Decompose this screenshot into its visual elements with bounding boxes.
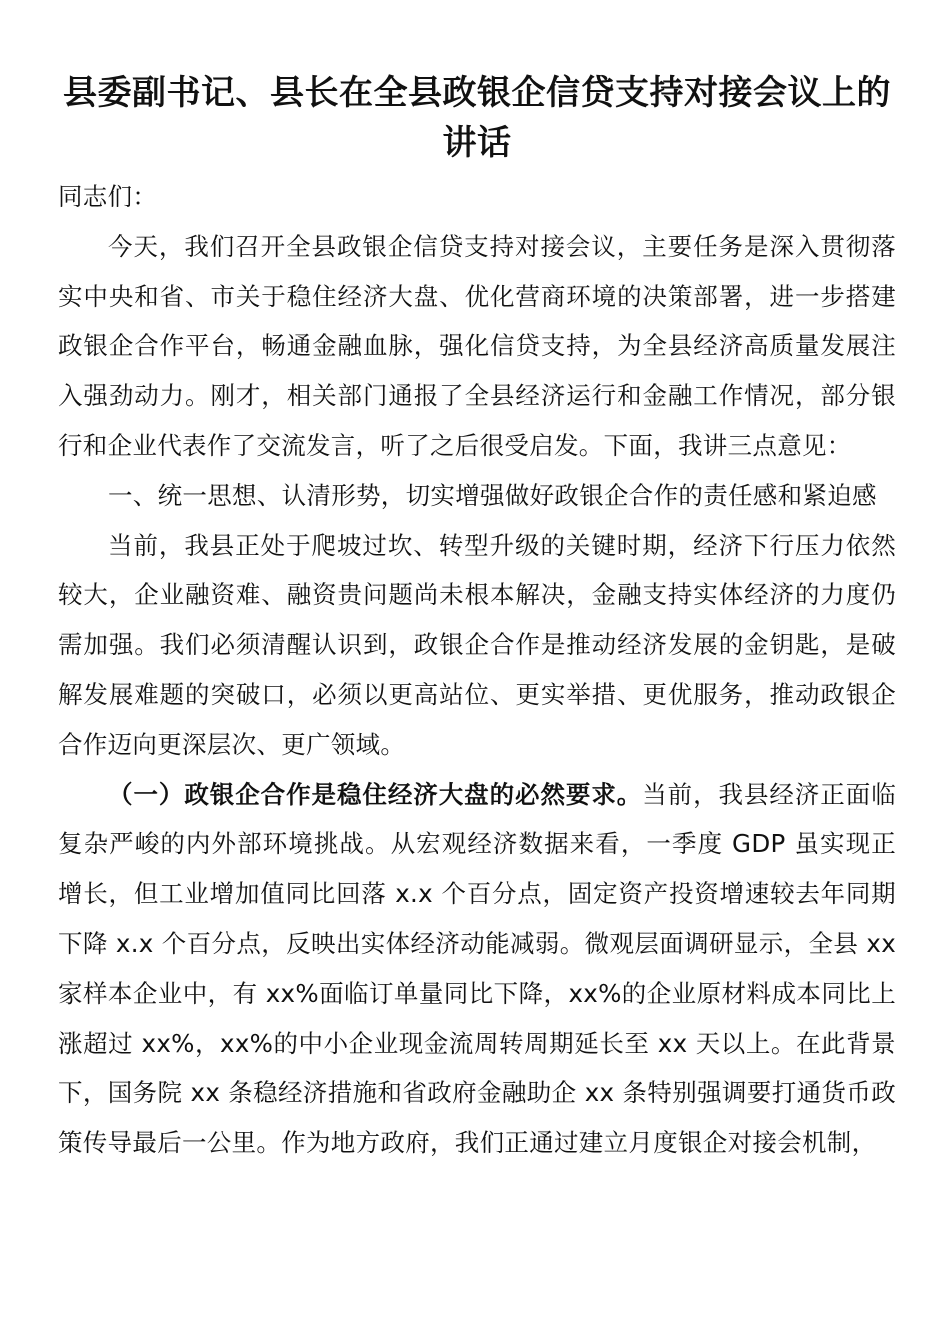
subsection-body-1: 当前，我县经济正面临复杂严峻的内外部环境挑战。从宏观经济数据来看，一季度 GDP 虽实现正增长，但工业增加值同比回落 x.x 个百分点，固定资产投资增速较去年同期下降 x.x 个百分点，反映出实体经济动能减弱。微观层面调研显示，全县 xx 家样本企业中，有 xx%面临订单量同比下降，xx%的企业原材料成本同比上涨超过 xx%，xx%的中小企业现金流周转周期延长至 xx 天以上。在此背景下，国务院 xx 条稳经济措施和省政府金融助企 xx 条特别强调要打通货币政策传导最后一公里。作为地方政府，我们正通过建立月度银企对接会机制， — [58, 779, 896, 1158]
greeting: 同志们： — [58, 182, 158, 211]
subsection-heading-1: （一）政银企合作是稳住经济大盘的必然要求。 — [108, 779, 643, 809]
document-title: 县委副书记、县长在全县政银企信贷支持对接会议上的讲话 — [63, 73, 891, 163]
paragraph-subsection-1 — [58, 770, 896, 1168]
section-heading-1: 一、统一思想、认清形势，切实增强做好政银企合作的责任感和紧迫感 — [108, 480, 877, 510]
paragraph-situation: 当前，我县正处于爬坡过坎、转型升级的关键时期，经济下行压力依然较大，企业融资难、融资贵问题尚未根本解决，金融支持实体经济的力度仍需加强。我们必须清醒认识到，政银企合作是推动经济发展的金钥匙，是破解发展难题的突破口，必须以更高站位、更实举措、更优服务，推动政银企合作迈向更深层次、更广领域。 — [58, 530, 896, 759]
paragraph-intro: 今天，我们召开全县政银企信贷支持对接会议，主要任务是深入贯彻落实中央和省、市关于稳住经济大盘、优化营商环境的决策部署，进一步搭建政银企合作平台，畅通金融血脉，强化信贷支持，为全县经济高质量发展注入强劲动力。刚才，相关部门通报了全县经济运行和金融工作情况，部分银行和企业代表作了交流发言，听了之后很受启发。下面，我讲三点意见： — [58, 231, 896, 460]
document-page — [58, 68, 896, 1168]
